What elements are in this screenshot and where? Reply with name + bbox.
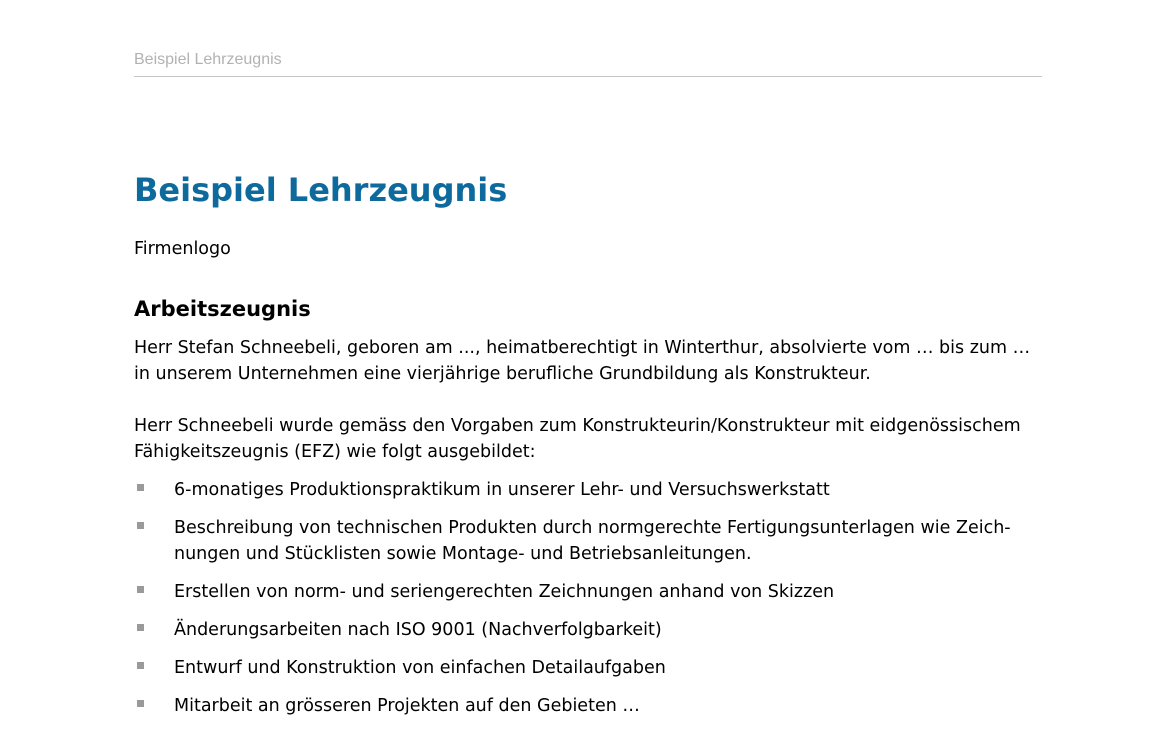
running-header — [134, 50, 1042, 77]
square-bullet-icon — [137, 522, 144, 529]
list-item — [134, 477, 1044, 503]
company-logo-placeholder: Firmenlogo — [134, 239, 231, 259]
square-bullet-icon — [137, 624, 144, 631]
list-item — [134, 655, 1044, 681]
list-item-text: 6-monatiges Produktionspraktikum in unserer Lehr- und Versuchswerkstatt — [174, 480, 830, 500]
list-item — [134, 515, 1044, 567]
list-item — [134, 579, 1044, 605]
square-bullet-icon — [137, 586, 144, 593]
training-list — [134, 477, 1044, 731]
square-bullet-icon — [137, 484, 144, 491]
square-bullet-icon — [137, 700, 144, 707]
training-paragraph: Herr Schneebeli wurde gemäss den Vorgaben zum Konstrukteurin/Konstrukteur mit eidgenössischem Fähigkeitszeugnis (EFZ) wie folgt ausgebildet: — [134, 416, 1021, 462]
running-header-title: Beispiel Lehrzeugnis — [134, 51, 282, 68]
intro-paragraph: Herr Stefan Schneebeli, geboren am ..., heimatberechtigt in Winterthur, absolvierte vom … bis zum … in unserem Unternehmen eine vierjährige berufliche Grundbildung als Konstrukteur. — [134, 338, 1031, 384]
list-item-text: Entwurf und Konstruktion von einfachen Detailaufgaben — [174, 658, 666, 678]
document-title: Beispiel Lehrzeugnis — [134, 171, 508, 209]
list-item-text: Änderungsarbeiten nach ISO 9001 (Nachverfolgbarkeit) — [174, 620, 662, 640]
list-item — [134, 617, 1044, 643]
section-heading: Arbeitszeugnis — [134, 297, 311, 321]
square-bullet-icon — [137, 662, 144, 669]
list-item-text: Mitarbeit an grösseren Projekten auf den Gebieten … — [174, 696, 640, 716]
list-item-text: Beschreibung von technischen Produkten durch normgerechte Fertigungsunterlagen wie Zeichnungen und Stücklisten sowie Montage- und Betriebsanleitungen. — [174, 518, 1011, 564]
list-item — [134, 693, 1044, 719]
list-item-text: Erstellen von norm- und seriengerechten Zeichnungen anhand von Skizzen — [174, 582, 835, 602]
